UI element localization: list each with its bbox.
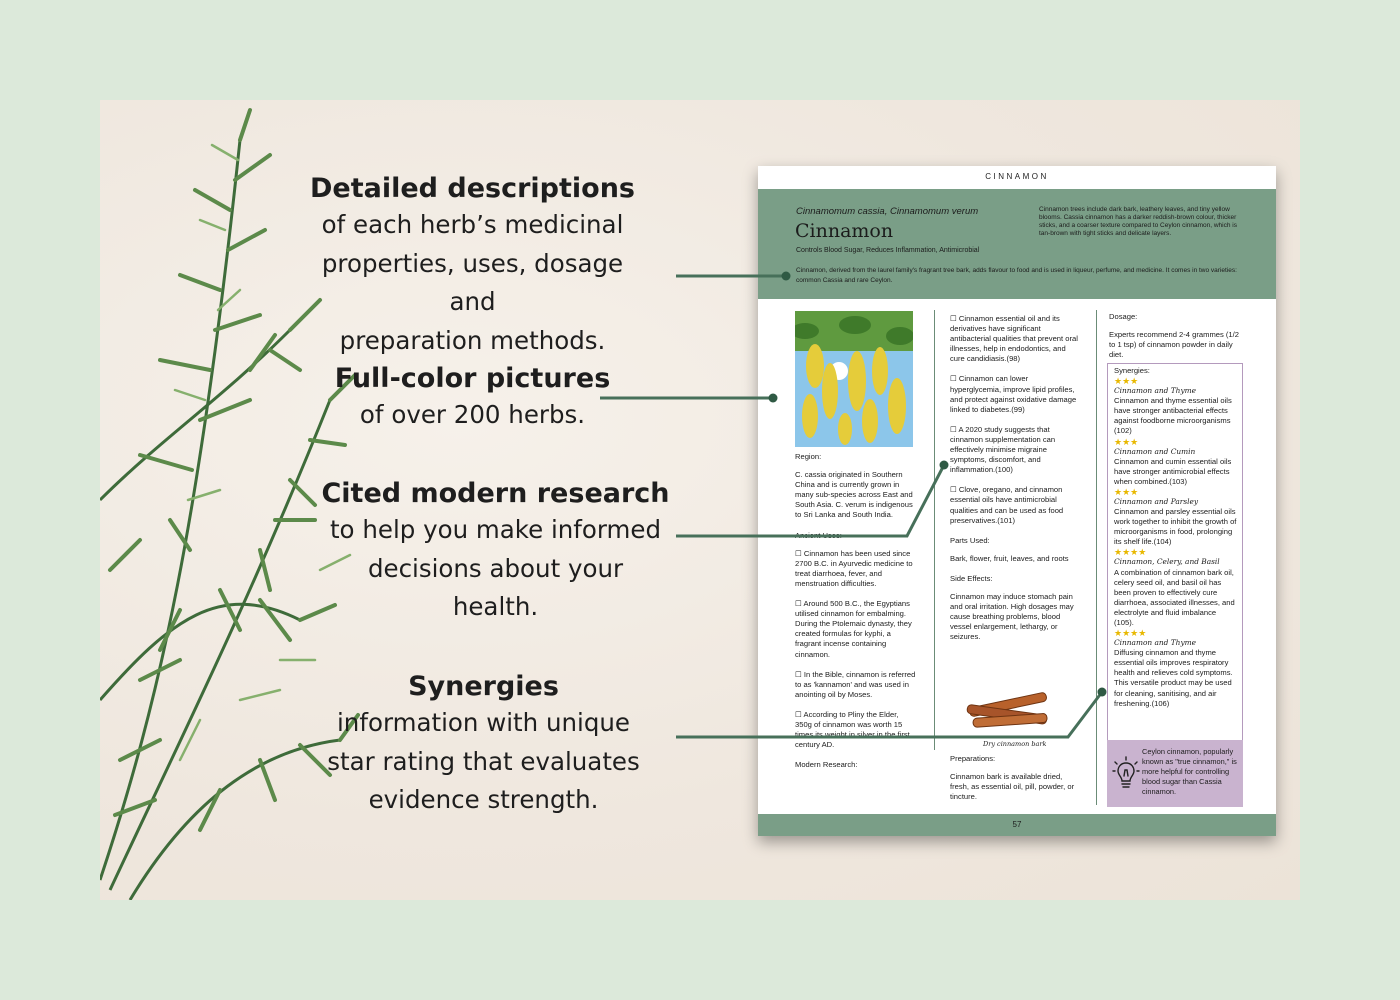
ancient-use-item: ☐ Cinnamon has been used since 2700 B.C. in Ayurvedic medicine to treat diarrhoea, fever, and menstruation difficulties. [795,548,913,588]
callout-line: health. [452,592,539,621]
callout-line: of over 200 herbs. [359,400,586,429]
star-rating: ★★★★ [1114,628,1147,639]
callout-line: star rating that evaluates [327,746,640,776]
side-effects-text: Cinnamon may induce stomach pain and oral irritation. High dosages may cause breathing problems, blood vessel enlargement, lethargy, or seizures. [950,591,1074,642]
region-text: C. cassia originated in Southern China and is currently grown in many sub-species across East and South Asia. C. verum is indigenous to Sri Lanka and South India. [795,470,913,520]
synergy-name: Cinnamon and Thyme [1114,386,1197,396]
research-item: ☐ Clove, oregano, and cinnamon essential oils have antimicrobial qualities and can be used as food preservatives.(101) [950,485,1064,525]
dosage-label: Dosage: [1109,312,1138,321]
herb-properties: Controls Blood Sugar, Reduces Inflammation, Antimicrobial [796,247,980,254]
synergy-text: Diffusing cinnamon and thyme essential oils improves respiratory health and relieves cold symptoms. This versatile product may be used for cleaning, sanitising, and air freshening.(106) [1114,648,1233,708]
synergy-item [1114,437,1238,487]
callout-line: to help you make informed [329,515,662,544]
callout-synergies [306,670,661,820]
preparations-text: Cinnamon bark is available dried, fresh, as essential oil, pill, powder, or tincture. [950,772,1075,802]
image-caption: Dry cinnamon bark [983,740,1047,748]
callout-line: decisions about your [367,553,624,583]
synergy-name: Cinnamon and Cumin [1114,446,1196,456]
callout-line: preparation methods. [339,325,606,355]
synergy-name: Cinnamon and Thyme [1114,638,1197,648]
herb-header [758,189,1276,299]
callout-heading: Detailed descriptions [309,173,635,204]
synergy-item [1114,547,1238,628]
region-label: Region: [795,452,822,461]
latin-name: Cinnamomum cassia, Cinnamomum verum [796,206,979,217]
ancient-use-item: ☐ According to Pliny the Elder, 350g of cinnamon was worth 15 times its weight in silver in the first century AD. [795,709,910,750]
synergy-text: A combination of cinnamon bark oil, celery seed oil, and basil oil has been proven to effectively cure diarrhoea, associated illnesses, and electrolyte and fluid imbalance (105). [1114,567,1235,627]
preparations-block [950,754,1080,812]
running-head: CINNAMON [985,172,1049,181]
synergy-item [1114,628,1238,709]
herb-title: Cinnamon [795,220,894,242]
research-item: ☐ Cinnamon can lower hyperglycemia, improve lipid profiles, and protect against oxidative damage linked to diabetes.(99) [950,374,1077,414]
synergies-label: Synergies: [1114,366,1150,375]
star-rating: ★★★ [1114,436,1139,447]
dosage-block [1109,312,1241,370]
modern-research-label: Modern Research: [795,760,858,770]
column-divider [934,310,935,750]
synergy-item [1114,487,1238,547]
column-middle [950,314,1080,652]
dosage-text: Experts recommend 2-4 grammes (1/2 to 1 tsp) of cinnamon powder in daily diet. [1109,330,1239,360]
column-left [795,452,917,778]
herb-photo [795,311,913,447]
ancient-use-item: ☐ In the Bible, cinnamon is referred to as 'kannamon' and was used in anointing oil by Moses. [795,669,916,699]
star-rating: ★★★★ [1114,547,1147,558]
parts-used-label: Parts Used: [950,535,990,545]
synergy-text: Cinnamon and cumin essential oils have stronger antimicrobial effects when combined.(103) [1114,456,1232,486]
cinnamon-sticks-image [963,686,1053,734]
synergy-item [1114,376,1238,436]
callout-pictures [300,362,645,435]
lightbulb-icon [1112,756,1140,790]
page-footer [758,814,1276,836]
tip-text: Ceylon cinnamon, popularly known as "true cinnamon," is more helpful for controlling blood sugar than Cassia cinnamon. [1142,747,1237,796]
callout-line: evidence strength. [368,785,599,814]
tip-box [1107,740,1243,807]
callout-heading: Full-color pictures [334,363,611,394]
star-rating: ★★★ [1114,376,1139,387]
star-rating: ★★★ [1114,486,1139,497]
callout-line: properties, uses, dosage and [321,248,624,316]
callout-descriptions [295,172,650,360]
side-effects-label: Side Effects: [950,573,993,583]
ancient-uses-label: Ancient Uses: [795,530,842,540]
synergy-text: Cinnamon and thyme essential oils have stronger antibacterial effects against foodborne microorganisms (102) [1114,396,1232,436]
callout-line: information with unique [337,708,630,737]
synergy-name: Cinnamon and Parsley [1114,496,1199,506]
research-item: ☐ A 2020 study suggests that cinnamon supplementation can effectively minimise migraine symptoms, discomfort, and inflammation.(100) [950,424,1056,475]
synergies-list [1114,366,1238,709]
callout-research [318,477,673,627]
callout-heading: Cited modern research [321,478,670,509]
preparations-label: Preparations: [950,754,996,763]
parts-used-text: Bark, flower, fruit, leaves, and roots [950,553,1069,563]
ancient-use-item: ☐ Around 500 B.C., the Egyptians utilised cinnamon for embalming. During the Ptolemaic dynasty, they created formulas for kyphi, a fragrant incense containing cinnamon. [795,599,912,659]
synergy-text: Cinnamon and parsley essential oils work together to inhibit the growth of microorganisms in food, prolonging its shelf life.(104) [1114,507,1237,547]
column-divider [1096,310,1097,805]
header-description: Cinnamon trees include dark bark, leathery leaves, and tiny yellow blooms. Cassia cinnamon has a darker reddish-brown colour, thicker sticks, and a coarser texture compared to Ceylon cinnamon, which is tan-brown with tight sticks and delicate layers. [1039,206,1237,237]
callout-heading: Synergies [408,671,559,702]
synergy-name: Cinnamon, Celery, and Basil [1114,557,1220,567]
callout-line: of each herb’s medicinal [321,210,624,239]
herb-summary: Cinnamon, derived from the laurel family's fragrant tree bark, adds flavour to food and is used in liqueur, perfume, and medicine. It comes in two varieties: common Cassia and rare Ceylon. [796,267,1237,284]
book-page [758,166,1276,836]
research-item: ☐ Cinnamon essential oil and its derivatives have significant antibacterial qualities that prevent oral illnesses, help in endodontics, and cure candidiasis.(98) [950,314,1078,364]
page-number: 57 [1012,820,1022,829]
